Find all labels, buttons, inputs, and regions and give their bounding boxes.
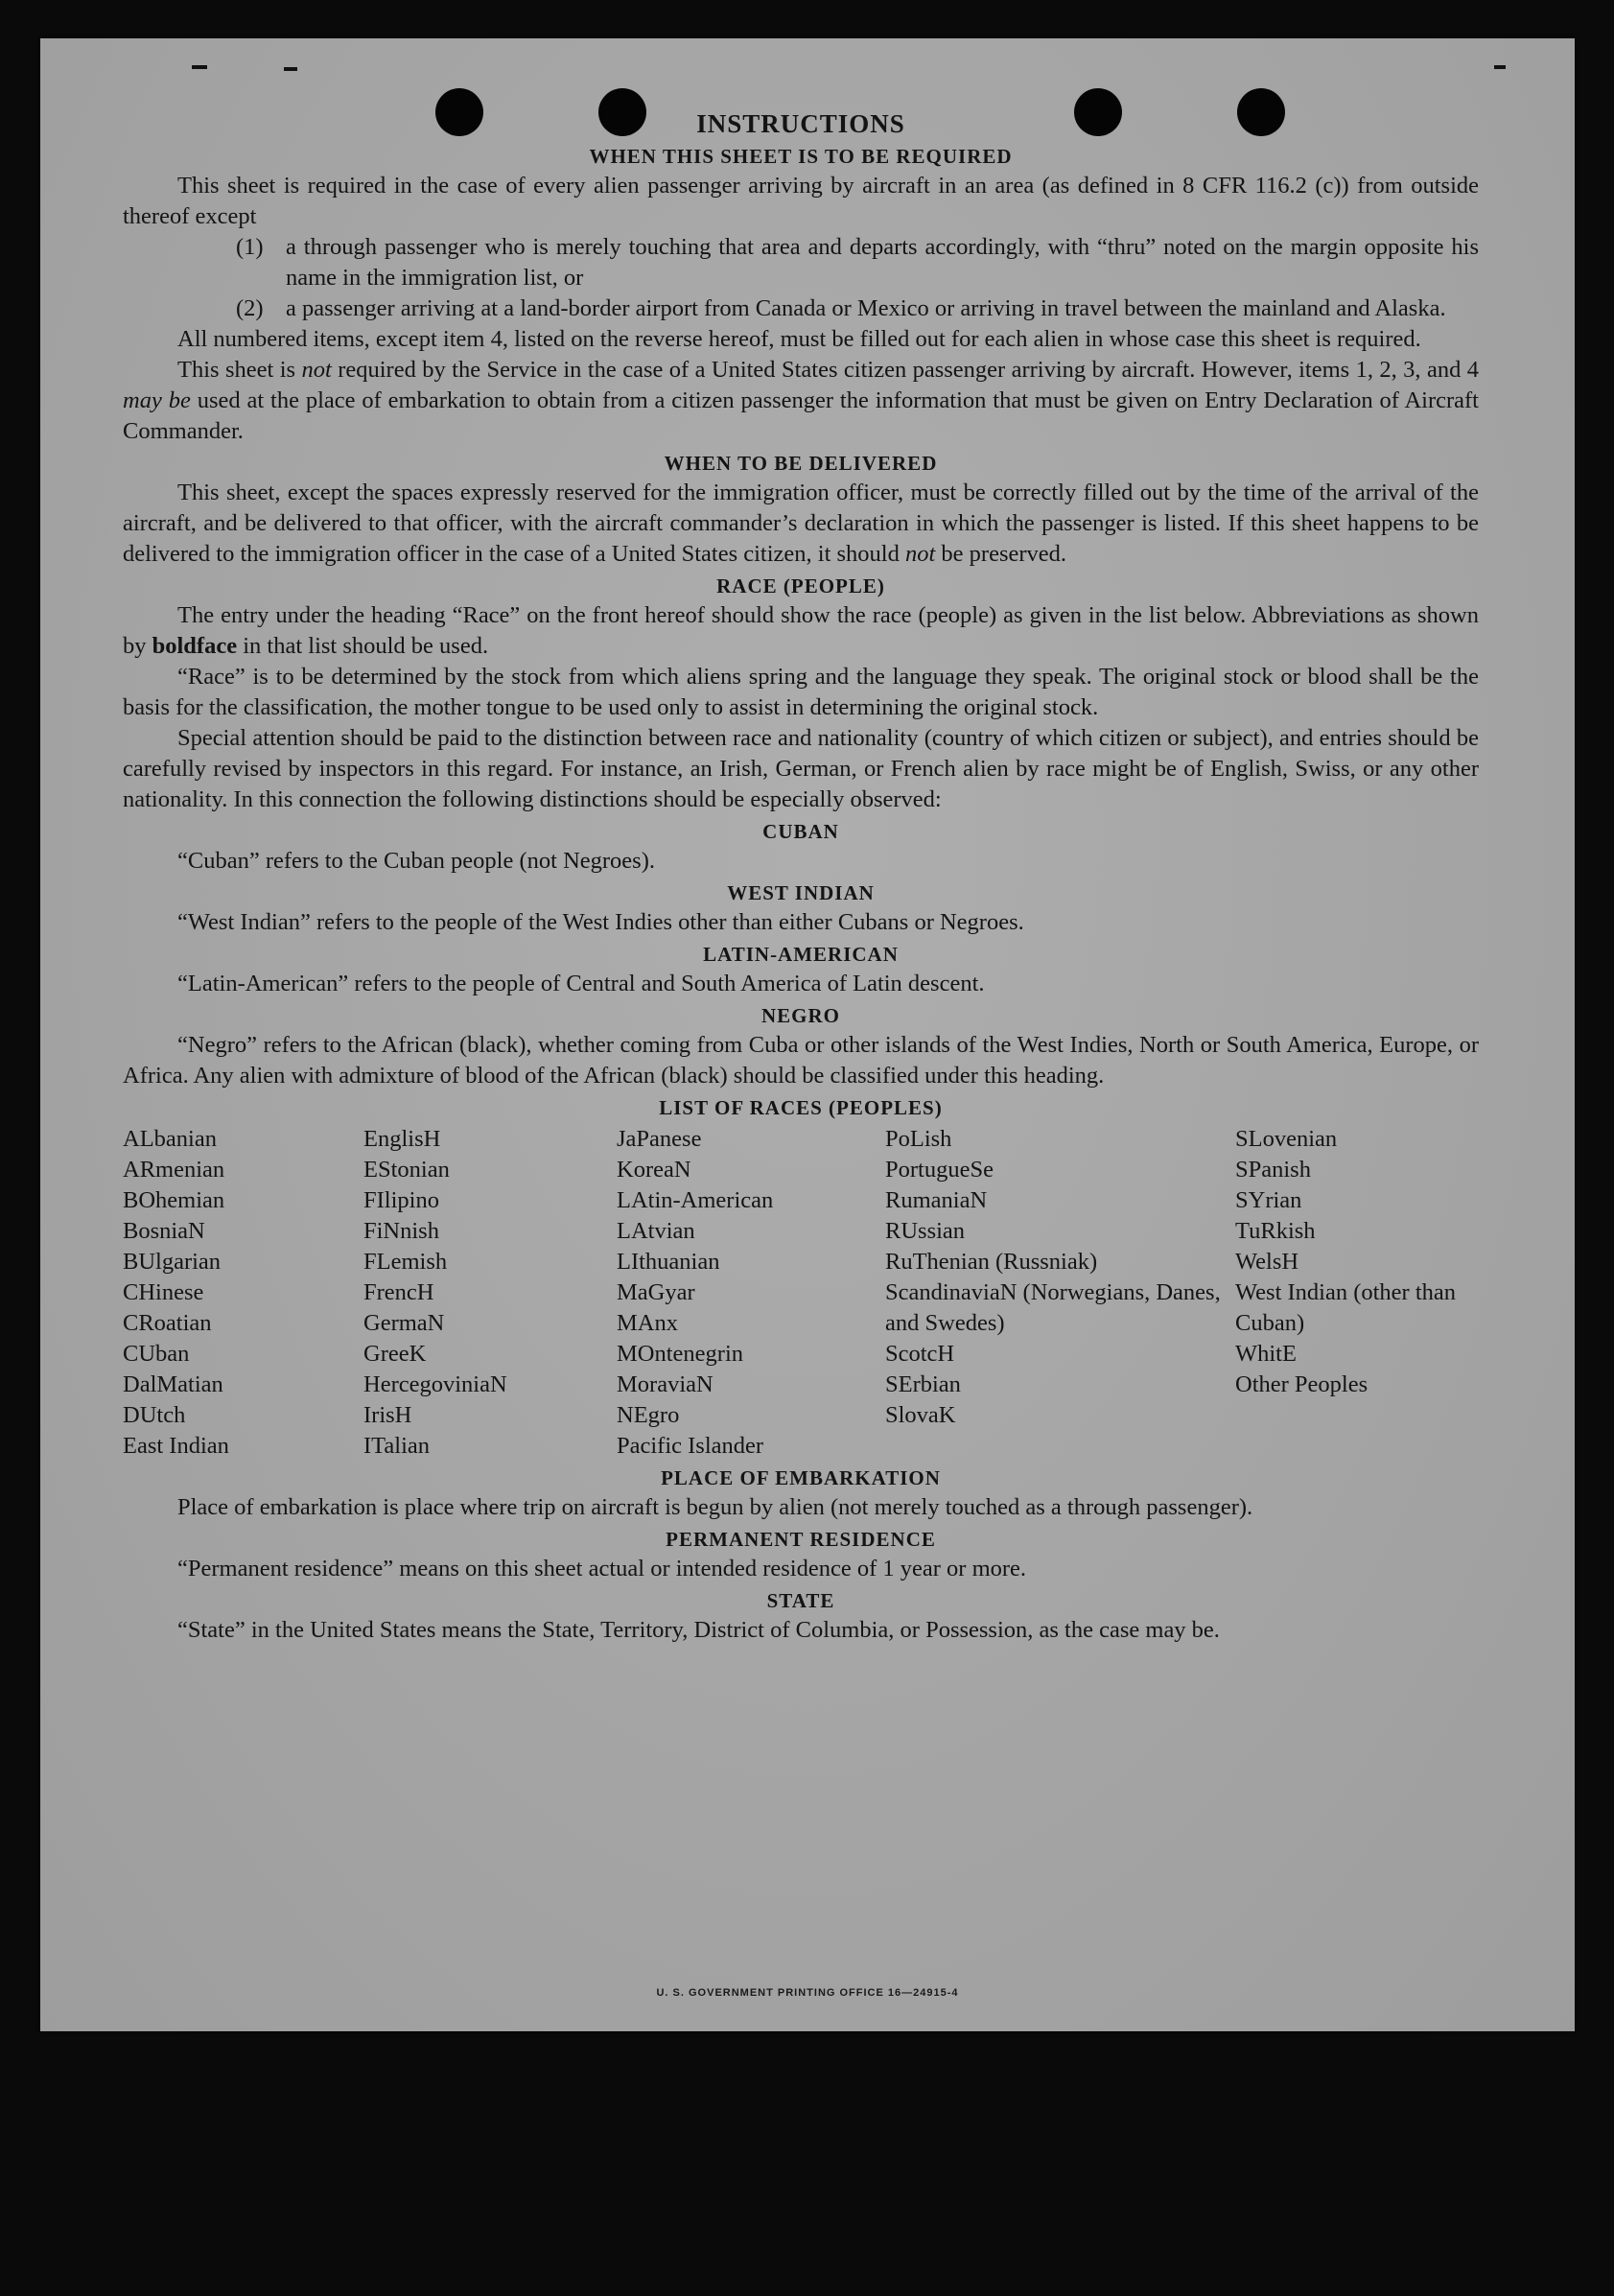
section-heading: CUBAN: [762, 820, 839, 843]
list-item: (1) a through passenger who is merely touching that area and departs accordingly, with “thru” noted on the margin opposite his name in the immigration list, or: [236, 234, 1479, 291]
race-entry: ScandinaviaN (Norwegians, Danes, and Swedes): [885, 1279, 1221, 1336]
race-entry: CHinese: [123, 1279, 204, 1305]
race-entry: SErbian: [885, 1371, 961, 1397]
section-heading: PERMANENT RESIDENCE: [666, 1528, 936, 1551]
ink-mark: [284, 67, 297, 71]
paragraph: “State” in the United States means the State, Territory, District of Columbia, or Possession, as the case may be.: [177, 1617, 1220, 1643]
section-heading: NEGRO: [760, 1004, 840, 1027]
printing-office-imprint: U. S. GOVERNMENT PRINTING OFFICE 16—24915-4: [656, 1987, 959, 1999]
form-sheet: [40, 38, 1575, 2031]
race-entry: SPanish: [1235, 1157, 1311, 1183]
paragraph: “West Indian” refers to the people of the West Indies other than either Cubans or Negroes.: [177, 909, 1024, 935]
race-entry: SlovaK: [885, 1402, 956, 1428]
section-heading: STATE: [766, 1589, 835, 1612]
race-entry: West Indian (other than Cuban): [1235, 1279, 1457, 1336]
race-entry: WhitE: [1235, 1341, 1297, 1367]
race-entry: ITalian: [363, 1433, 431, 1459]
race-entry: EnglisH: [363, 1126, 441, 1152]
race-entry: ALbanian: [123, 1126, 217, 1152]
paragraph: “Permanent residence” means on this sheet actual or intended residence of 1 year or more.: [177, 1556, 1027, 1581]
paragraph: “Cuban” refers to the Cuban people (not Negroes).: [177, 848, 655, 874]
race-entry: SYrian: [1235, 1187, 1302, 1213]
race-list: [123, 1124, 1479, 1462]
race-entry: RUssian: [885, 1218, 966, 1244]
race-entry: SLovenian: [1235, 1126, 1338, 1152]
race-column: [885, 1124, 1235, 1462]
race-entry: TuRkish: [1235, 1218, 1316, 1244]
race-entry: MaGyar: [617, 1279, 695, 1305]
race-column: [1235, 1124, 1479, 1462]
race-entry: NEgro: [617, 1402, 680, 1428]
section-heading: WHEN THIS SHEET IS TO BE REQUIRED: [589, 145, 1013, 168]
paragraph: “Negro” refers to the African (black), whether coming from Cuba or other islands of the West Indies, North or South America, Europe, or Africa. Any alien with admixture of blood of the African (black) should be classified under this heading.: [123, 1032, 1479, 1089]
race-entry: GermaN: [363, 1310, 445, 1336]
race-entry: FLemish: [363, 1249, 448, 1275]
race-entry: East Indian: [123, 1433, 229, 1459]
race-entry: ScotcH: [885, 1341, 955, 1367]
race-entry: PortugueSe: [885, 1157, 994, 1183]
paragraph: The entry under the heading “Race” on the front hereof should show the race (people) as given in the list below. Abbreviations as shown by boldface in that list should be used.: [123, 602, 1479, 659]
paragraph: All numbered items, except item 4, listed on the reverse hereof, must be filled out for each alien in whose case this sheet is required.: [177, 326, 1421, 352]
race-entry: LAtvian: [617, 1218, 695, 1244]
paragraph: Special attention should be paid to the distinction between race and nationality (country of which citizen or subject), and entries should be carefully revised by inspectors in this regard. For instance, an Irish, German, or French alien by race might be of English, Swiss, or any other nationality. In this connection the following distinctions should be especially observed:: [123, 725, 1479, 812]
paragraph: Place of embarkation is place where trip on aircraft is begun by alien (not merely touched as a through passenger).: [177, 1494, 1253, 1520]
race-entry: BosniaN: [123, 1218, 205, 1244]
instructions-body: [123, 107, 1479, 1646]
section-heading: WHEN TO BE DELIVERED: [664, 452, 938, 475]
paragraph: “Latin-American” refers to the people of Central and South America of Latin descent.: [177, 971, 985, 996]
race-entry: MoraviaN: [617, 1371, 713, 1397]
paragraph: This sheet, except the spaces expressly reserved for the immigration officer, must be correctly filled out by the time of the arrival of the aircraft, and be delivered to that officer, with the aircraft commander’s declaration in which the passenger is listed. If this sheet happens to be delivered to the immigration officer in the case of a United States citizen, it should not be preserved.: [123, 480, 1479, 567]
paragraph: This sheet is not required by the Service in the case of a United States citizen passenger arriving by aircraft. However, items 1, 2, 3, and 4 may be used at the place of embarkation to obtain from a citizen passenger the information that must be given on Entry Declaration of Aircraft Commander.: [123, 357, 1479, 444]
race-entry: LIthuanian: [617, 1249, 720, 1275]
race-entry: PoLish: [885, 1126, 952, 1152]
race-entry: GreeK: [363, 1341, 427, 1367]
race-entry: Other Peoples: [1235, 1371, 1368, 1397]
race-entry: CUban: [123, 1341, 190, 1367]
list-item: (2) a passenger arriving at a land-border airport from Canada or Mexico or arriving in travel between the mainland and Alaska.: [236, 295, 1446, 321]
ink-mark: [192, 65, 207, 69]
race-entry: RumaniaN: [885, 1187, 988, 1213]
race-entry: FIlipino: [363, 1187, 439, 1213]
race-column: [617, 1124, 885, 1462]
section-heading: LATIN-AMERICAN: [703, 943, 899, 966]
race-entry: EStonian: [363, 1157, 450, 1183]
race-entry: KoreaN: [617, 1157, 691, 1183]
race-entry: RuThenian (Russniak): [885, 1249, 1098, 1275]
ink-mark: [1494, 65, 1506, 69]
race-entry: MOntenegrin: [617, 1341, 743, 1367]
race-column: [123, 1124, 363, 1462]
paragraph: This sheet is required in the case of every alien passenger arriving by aircraft in an area (as defined in 8 CFR 116.2 (c)) from outside thereof except: [123, 173, 1479, 229]
race-column: [363, 1124, 617, 1462]
race-entry: LAtin-American: [617, 1187, 774, 1213]
race-entry: DUtch: [123, 1402, 186, 1428]
race-entry: MAnx: [617, 1310, 678, 1336]
race-entry: HercegoviniaN: [363, 1371, 507, 1397]
race-entry: ARmenian: [123, 1157, 225, 1183]
section-heading: PLACE OF EMBARKATION: [661, 1466, 941, 1489]
paragraph: “Race” is to be determined by the stock from which aliens spring and the language they speak. The original stock or blood shall be the basis for the classification, the mother tongue to be used only to assist in determining the original stock.: [123, 664, 1479, 720]
race-entry: IrisH: [363, 1402, 412, 1428]
race-entry: JaPanese: [617, 1126, 702, 1152]
section-heading: RACE (PEOPLE): [716, 574, 885, 597]
race-entry: BOhemian: [123, 1187, 225, 1213]
race-entry: FrencH: [363, 1279, 434, 1305]
race-entry: CRoatian: [123, 1310, 212, 1336]
page-title: INSTRUCTIONS: [696, 109, 905, 138]
race-entry: Pacific Islander: [617, 1433, 764, 1459]
race-entry: WelsH: [1235, 1249, 1299, 1275]
race-entry: FiNnish: [363, 1218, 439, 1244]
section-heading: WEST INDIAN: [727, 881, 875, 904]
section-heading: LIST OF RACES (PEOPLES): [659, 1096, 943, 1119]
race-entry: DalMatian: [123, 1371, 223, 1397]
race-entry: BUlgarian: [123, 1249, 222, 1275]
